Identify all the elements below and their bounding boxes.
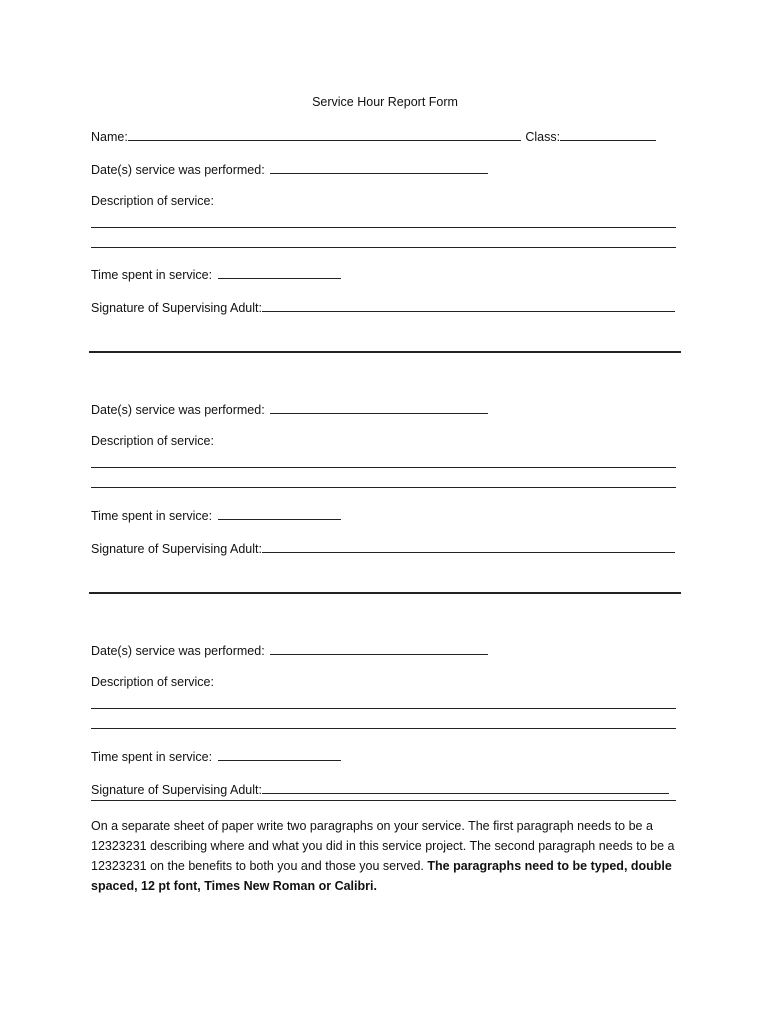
signature-label: Signature of Supervising Adult: <box>91 542 262 556</box>
section-1-signature-row <box>91 298 675 316</box>
section-divider <box>89 351 681 353</box>
time-field[interactable] <box>218 506 341 520</box>
section-3-description-label: Description of service: <box>91 675 214 689</box>
dates-field[interactable] <box>270 641 488 655</box>
section-2-signature-row <box>91 539 675 557</box>
section-1-dates-row <box>91 160 488 178</box>
time-label: Time spent in service: <box>91 268 213 282</box>
signature-field[interactable] <box>262 539 675 553</box>
section-3-time-row <box>91 747 341 765</box>
signature-label: Signature of Supervising Adult: <box>91 301 262 315</box>
signature-field[interactable] <box>262 780 669 794</box>
instructions-bold-text: The paragraphs need to be typed, double spaced, 12 pt font, Times New Roman or Calibri. <box>91 859 672 893</box>
name-class-row <box>91 127 656 145</box>
description-line[interactable] <box>91 227 676 228</box>
section-2-dates-row <box>91 400 488 418</box>
section-2-description-label: Description of service: <box>91 434 214 448</box>
section-3-dates-row <box>91 641 488 659</box>
description-line[interactable] <box>91 708 676 709</box>
dates-label: Date(s) service was performed: <box>91 403 265 417</box>
section-divider <box>89 592 681 594</box>
section-2-time-row <box>91 506 341 524</box>
dates-label: Date(s) service was performed: <box>91 644 265 658</box>
dates-field[interactable] <box>270 160 488 174</box>
signature-label: Signature of Supervising Adult: <box>91 783 262 797</box>
description-line[interactable] <box>91 487 676 488</box>
time-label: Time spent in service: <box>91 750 213 764</box>
name-field[interactable] <box>128 127 521 141</box>
time-label: Time spent in service: <box>91 509 213 523</box>
name-label: Name: <box>91 130 128 144</box>
signature-field[interactable] <box>262 298 675 312</box>
time-field[interactable] <box>218 265 341 279</box>
section-1-description-label: Description of service: <box>91 194 214 208</box>
section-bottom-rule <box>91 800 676 801</box>
section-1-time-row <box>91 265 341 283</box>
time-field[interactable] <box>218 747 341 761</box>
section-3-signature-row <box>91 780 669 798</box>
instructions-paragraph <box>91 816 681 896</box>
class-field[interactable] <box>560 127 656 141</box>
form-title: Service Hour Report Form <box>312 95 458 109</box>
instructions-text: On a separate sheet of paper write two paragraphs on your service. The first paragraph needs to be a 12323231 describing where and what you did in this service project. The second paragraph needs to be a 12323231 on the benefits to both you and those you served. <box>91 819 675 873</box>
description-line[interactable] <box>91 728 676 729</box>
description-line[interactable] <box>91 467 676 468</box>
description-line[interactable] <box>91 247 676 248</box>
dates-field[interactable] <box>270 400 488 414</box>
class-label: Class: <box>525 130 561 144</box>
dates-label: Date(s) service was performed: <box>91 163 265 177</box>
